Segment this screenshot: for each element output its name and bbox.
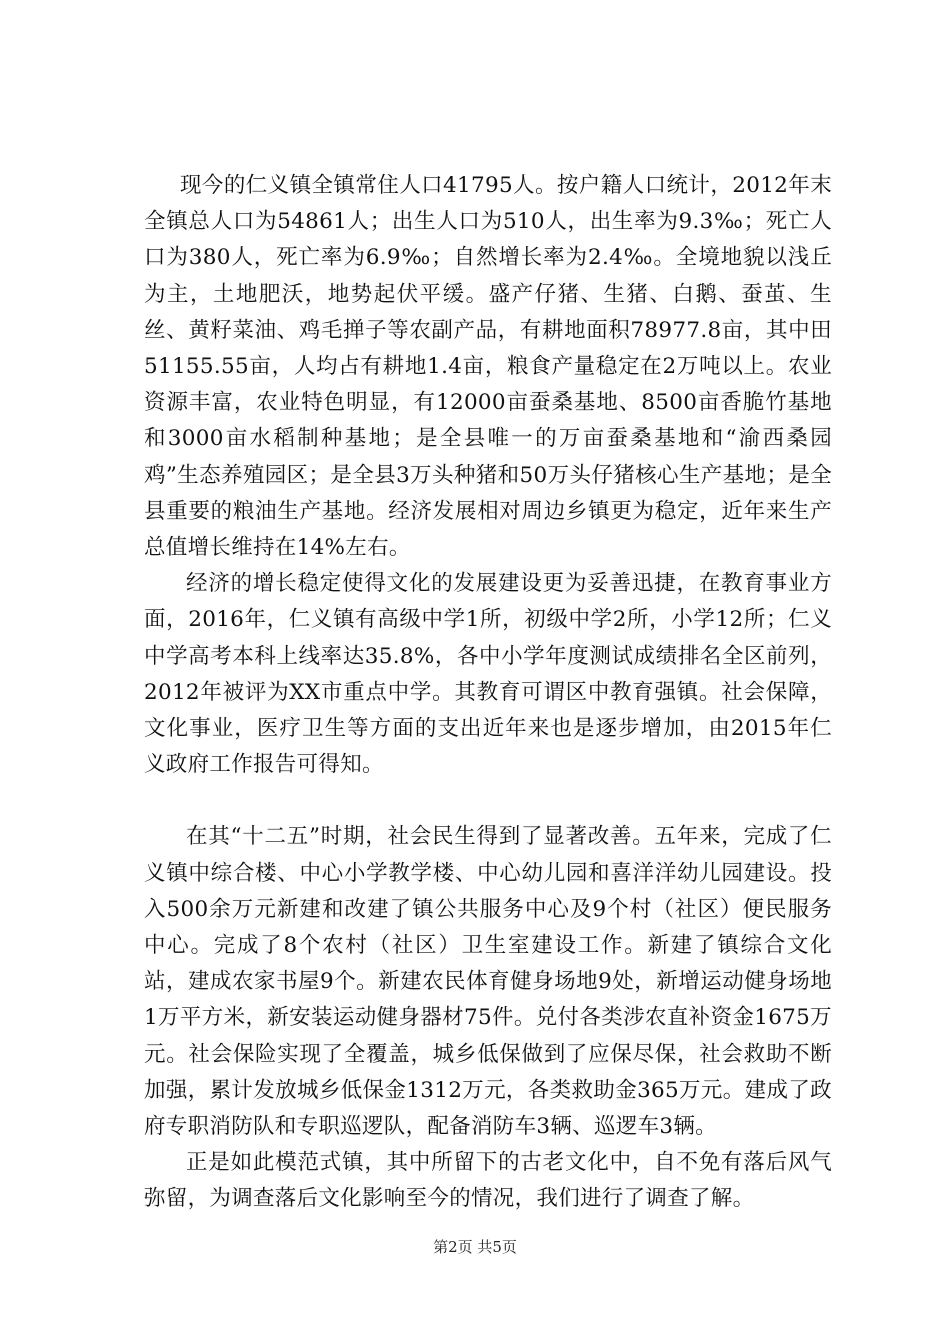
page-total: 共5页 [477,1238,517,1256]
paragraph-population-economy: 现今的仁义镇全镇常住人口41795人。按户籍人口统计，2012年末全镇总人口为54861人；出生人口为510人，出生率为9.3‰；死亡人口为380人，死亡率为6.9‰；自然增长率为2.4‰。全境地貌以浅丘为主，土地肥沃，地势起伏平缓。盛产仔猪、生猪、白鹅、蚕茧、生丝、黄籽菜油、鸡毛掸子等农副产品，有耕地面积78977.8亩，其中田51155.55亩，人均占有耕地1.4亩，粮食产量稳定在2万吨以上。农业资源丰富，农业特色明显，有12000亩蚕桑基地、8500亩香脆竹基地和3000亩水稻制种基地；是全县唯一的万亩蚕桑基地和“渝西桑园鸡”生态养殖园区；是全县3万头种猪和50万头仔猪核心生产基地；是全县重要的粮油生产基地。经济发展相对周边乡镇更为稳定，近年来生产总值增长维持在14%左右。 [144,173,832,561]
paragraph-livelihood: 在其“十二五”时期，社会民生得到了显著改善。五年来，完成了仁义镇中综合楼、中心小学教学楼、中心幼儿园和喜洋洋幼儿园建设。投入500余万元新建和改建了镇公共服务中心及9个村（社区）便民服务中心。完成了8个农村（社区）卫生室建设工作。新建了镇综合文化站，建成农家书屋9个。新建农民体育健身场地9处，新增运动健身场地1万平方米，新安装运动健身器材75件。兑付各类涉农直补资金1675万元。社会保险实现了全覆盖，城乡低保做到了应保尽保，社会救助不断加强，累计发放城乡低保金1312万元，各类救助金365万元。建成了政府专职消防队和专职巡逻队，配备消防车3辆、巡逻车3辆。 [144,824,832,1140]
document-body [144,168,832,1218]
paragraph-spacer [144,783,832,819]
paragraph-survey-intro: 正是如此模范式镇，其中所留下的古老文化中，自不免有落后风气弥留，为调查落后文化影响至今的情况，我们进行了调查了解。 [144,1150,832,1212]
paragraph-education: 经济的增长稳定使得文化的发展建设更为妥善迅捷，在教育事业方面，2016年，仁义镇有高级中学1所，初级中学2所，小学12所；仁义中学高考本科上线率达35.8%，各中小学年度测试成绩排名全区前列，2012年被评为XX市重点中学。其教育可谓区中教育强镇。社会保障，文化事业，医疗卫生等方面的支出近年来也是逐步增加，由2015年仁义政府工作报告可得知。 [144,571,832,778]
page-footer [0,1237,950,1257]
page-number: 第2页 [433,1238,473,1256]
